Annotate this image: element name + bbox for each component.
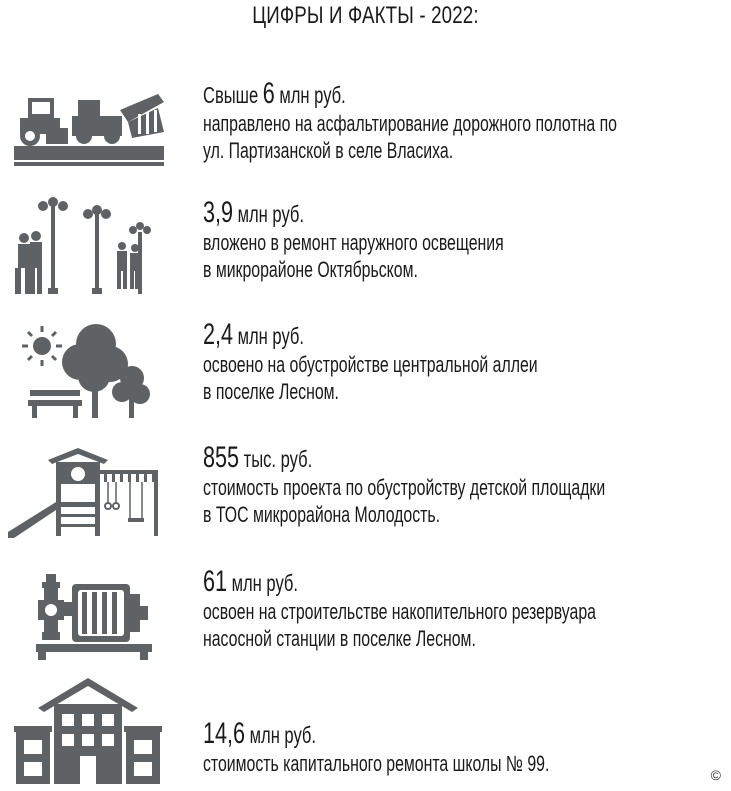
fact-unit: тыс. руб. [243, 446, 313, 472]
fact-headline [203, 79, 731, 110]
fact-headline [203, 567, 731, 598]
fact-unit: млн руб. [279, 82, 346, 108]
fact-description-line: освоено на обустройстве центральной аллеи [203, 352, 538, 377]
fact-description-line: в поселке Лесном. [203, 379, 339, 404]
fact-description-line: вложено в ремонт наружного освещения [203, 230, 504, 255]
street-lights-icon [8, 196, 158, 296]
fact-value: 6 [262, 79, 275, 110]
fact-description-line: освоен на строительстве накопительного резервуара [203, 599, 596, 624]
fact-value: 3,9 [203, 198, 234, 229]
fact-headline [203, 198, 731, 229]
fact-unit: млн руб. [231, 570, 299, 596]
pump-station-icon [8, 572, 158, 662]
fact-unit: млн руб. [237, 201, 305, 227]
playground-icon [8, 448, 168, 538]
fact-description-line: насосной станции в поселке Лесном. [203, 626, 476, 651]
road-paving-icon [8, 88, 168, 168]
page-title: ЦИФРЫ И ФАКТЫ - 2022: [252, 2, 479, 29]
fact-value: 61 [203, 567, 228, 598]
fact-headline [203, 443, 731, 474]
fact-unit: млн руб. [249, 722, 317, 748]
fact-description-line: направлено на асфальтирование дорожного полотна по [203, 111, 617, 136]
fact-value: 2,4 [203, 320, 234, 351]
school-building-icon [8, 676, 168, 786]
park-alley-icon [8, 318, 158, 422]
fact-prefix: Свыше [203, 82, 259, 108]
fact-description-line: в микрорайоне Октябрьском. [203, 257, 418, 282]
fact-description-line: в ТОС микрорайона Молодость. [203, 502, 441, 527]
fact-value: 14,6 [203, 719, 246, 750]
fact-description-line: стоимость проекта по обустройству детской площадки [203, 475, 606, 500]
fact-value: 855 [203, 443, 240, 474]
copyright-mark: © [710, 767, 721, 783]
fact-description-line: стоимость капитального ремонта школы № 99. [203, 751, 550, 776]
fact-unit: млн руб. [237, 323, 305, 349]
fact-description-line: ул. Партизанской в селе Власиха. [203, 138, 454, 163]
fact-headline [203, 719, 731, 750]
fact-headline [203, 320, 731, 351]
